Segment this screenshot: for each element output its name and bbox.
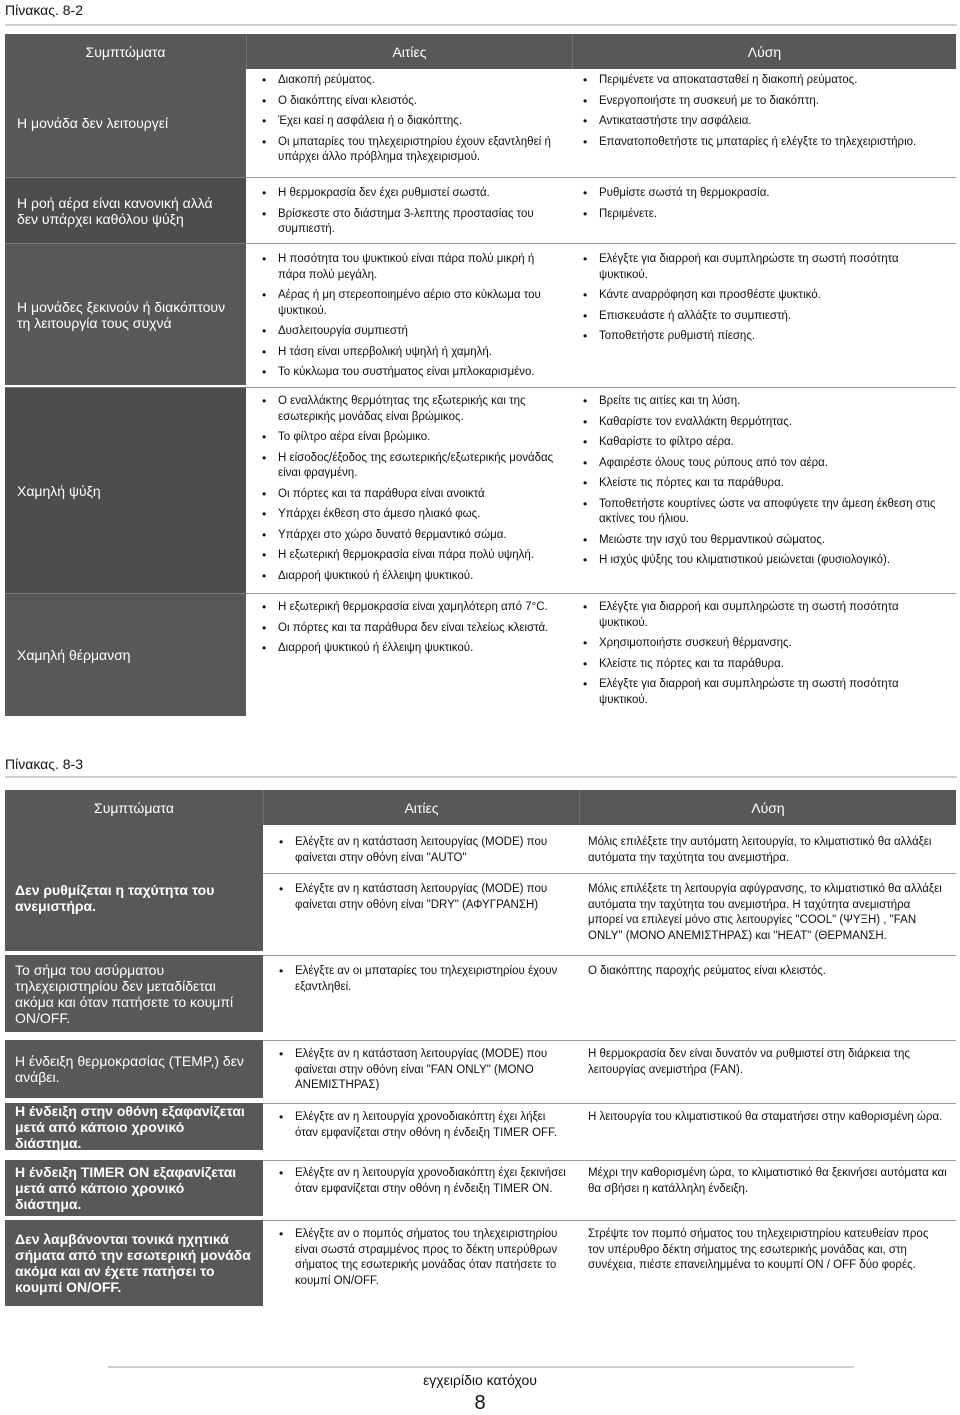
table-row — [5, 177, 956, 243]
divider — [5, 24, 957, 26]
symptom-cell: Η μονάδες ξεκινούν ή διακόπτουν τη λειτουργία τους συχνά — [5, 243, 246, 385]
cause-item: • Αέρας ή μη στερεοποιημένο αέριο στο κύκλωμα του ψυκτικού. — [260, 288, 563, 319]
table-row — [5, 955, 956, 1032]
causes-cell — [246, 593, 571, 716]
solution-cell — [571, 243, 956, 385]
solution-item: Μόλις επιλέξετε τη λειτουργία αφύγρανσης, το κλιματιστικό θα αλλάξει αυτόματα την ταχύτητα του ανεμιστήρα. Η ταχύτητα ανεμιστήρα μπορεί να επιλεγεί μόνο στις λειτουργίες "COOL" (ΨΥΞΗ) , "FAN ONLY" (ΜΟΝΟ ΑΝΕΜΙΣΤΗΡΑΣ) και "HEAT" (ΘΕΡΜΑΝΣΗ. — [588, 883, 942, 942]
divider — [5, 776, 957, 778]
causes-cell — [246, 177, 571, 243]
solution-item: Μόλις επιλέξετε την αυτόματη λειτουργία, το κλιματιστικό θα αλλάξει αυτόματα την ταχύτητα του ανεμιστήρα. — [588, 836, 932, 864]
cause-item: • Οι πόρτες και τα παράθυρα δεν είναι τελείως κλειστά. — [260, 621, 563, 637]
header-solution: Λύση — [572, 34, 956, 69]
solution-cell — [578, 1040, 956, 1098]
causes-cell — [246, 243, 571, 385]
sub-rows — [263, 825, 956, 951]
solution-cell — [578, 955, 956, 1032]
footer-divider — [108, 1366, 854, 1368]
cause-item: • Υπάρχει στο χώρο δυνατό θερμαντικό σώμα. — [260, 528, 563, 544]
page-number: 8 — [474, 1392, 486, 1414]
solution-cell — [578, 873, 956, 951]
cause-item: • Η τάση είναι υπερβολική υψηλή ή χαμηλή. — [260, 345, 563, 361]
table-row — [5, 825, 956, 951]
table-header — [5, 34, 956, 69]
cause-item: • Διαρροή ψυκτικού ή έλλειψη ψυκτικού. — [260, 641, 563, 657]
solution-item: Η λειτουργία του κλιματιστικού θα σταματήσει στην καθορισμένη ώρα. — [588, 1111, 943, 1123]
symptom-cell: Η ένδειξη θερμοκρασίας (TEMP,) δεν ανάβει. — [5, 1040, 263, 1098]
header-symptoms: Συμπτώματα — [85, 43, 166, 60]
cause-item: • Ελέγξτε αν η λειτουργία χρονοδιακόπτη έχει λήξει όταν εμφανίζεται στην οθόνη η ένδειξη TIMER OFF. — [277, 1110, 570, 1141]
cause-item: • Το φίλτρο αέρα είναι βρώμικο. — [260, 430, 563, 446]
cause-item: • Η είσοδος/έξοδος της εσωτερικής/εξωτερικής μονάδας είναι φραγμένη. — [260, 451, 563, 482]
solution-item: • Ρυθμίστε σωστά τη θερμοκρασία. — [581, 186, 948, 202]
footer-title: εγχειρίδιο κατόχου — [423, 1372, 537, 1388]
table-row — [5, 1103, 956, 1150]
table-row — [5, 1160, 956, 1216]
solution-item: • Τοποθετήστε κουρτίνες ώστε να αποφύγετε την άμεση έκθεση στις ακτίνες του ήλιου. — [581, 497, 948, 528]
symptom-cell: Χαμηλή θέρμανση — [5, 593, 246, 716]
solution-item: • Ελέγξτε για διαρροή και συμπληρώστε τη σωστή ποσότητα ψυκτικού. — [581, 677, 948, 708]
symptom-cell: Η ένδειξη στην οθόνη εξαφανίζεται μετά από κάποιο χρονικό διάστημα. — [5, 1103, 263, 1150]
table-row — [5, 1220, 956, 1306]
solution-cell — [578, 1160, 956, 1216]
solution-item: • Βρείτε τις αιτίες και τη λύση. — [581, 394, 948, 410]
table-row — [5, 387, 956, 593]
cause-item: • Διαρροή ψυκτικού ή έλλειψη ψυκτικού. — [260, 569, 563, 585]
causes-cell — [263, 873, 578, 951]
solution-item: • Η ισχύς ψύξης του κλιματιστικού μειώνεται (φυσιολογικό). — [581, 553, 948, 569]
causes-cell — [263, 955, 578, 1032]
solution-item: • Αφαιρέστε όλους τους ρύπους από τον αέρα. — [581, 456, 948, 472]
solution-cell — [571, 69, 956, 177]
cause-item: • Οι πόρτες και τα παράθυρα είναι ανοικτά — [260, 487, 563, 503]
cause-item: • Η ποσότητα του ψυκτικού είναι πάρα πολύ μικρή ή πάρα πολύ μεγάλη. — [260, 252, 563, 283]
symptom-cell: Χαμηλή ψύξη — [5, 387, 246, 593]
cause-item: • Οι μπαταρίες του τηλεχειριστηρίου έχουν εξαντληθεί ή υπάρχει άλλο πρόβλημα τηλεχειρισμού. — [260, 135, 563, 166]
cause-item: • Ελέγξτε αν η λειτουργία χρονοδιακόπτη έχει ξεκινήσει όταν εμφανίζεται στην οθόνη η ένδειξη TIMER ON. — [277, 1166, 570, 1197]
solution-item: • Καθαρίστε τον εναλλάκτη θερμότητας. — [581, 415, 948, 431]
cause-item: • Το κύκλωμα του συστήματος είναι μπλοκαρισμένο. — [260, 365, 563, 381]
solution-item: Μέχρι την καθορισμένη ώρα, το κλιματιστικό θα ξεκινήσει αυτόματα και θα σβήσει η κατάλληλη ένδειξη. — [588, 1167, 947, 1195]
symptom-cell: Η μονάδα δεν λειτουργεί — [5, 69, 246, 177]
cause-item: • Η θερμοκρασία δεν έχει ρυθμιστεί σωστά. — [260, 186, 563, 202]
table-caption: Πίνακας. 8-2 — [5, 2, 83, 18]
solution-item: • Κλείστε τις πόρτες και τα παράθυρα. — [581, 476, 948, 492]
solution-item: Ο διακόπτης παροχής ρεύματος είναι κλειστός. — [588, 965, 826, 977]
header-solution: Λύση — [579, 790, 956, 825]
solution-item: • Ελέγξτε για διαρροή και συμπληρώστε τη σωστή ποσότητα ψυκτικού. — [581, 600, 948, 631]
solution-cell — [571, 177, 956, 243]
table-header — [5, 790, 956, 825]
table-row — [5, 1040, 956, 1098]
symptom-cell: Δεν ρυθμίζεται η ταχύτητα του ανεμιστήρα. — [5, 825, 263, 951]
solution-cell — [578, 1103, 956, 1150]
solution-item: • Επισκευάστε ή αλλάξτε το συμπιεστή. — [581, 309, 948, 325]
cause-item: • Βρίσκεστε στο διάστημα 3-λεπτης προστασίας του συμπιεστή. — [260, 207, 563, 238]
solution-item: • Καθαρίστε το φίλτρο αέρα. — [581, 435, 948, 451]
causes-cell — [263, 1040, 578, 1098]
solution-item: • Επανατοποθετήστε τις μπαταρίες ή ελέγξτε το τηλεχειριστήριο. — [581, 135, 948, 151]
symptom-cell: Η ροή αέρα είναι κανονική αλλά δεν υπάρχει καθόλου ψύξη — [5, 177, 246, 243]
causes-cell — [246, 387, 571, 593]
table-caption: Πίνακας. 8-3 — [5, 756, 83, 772]
causes-cell — [263, 1220, 578, 1306]
solution-cell — [571, 593, 956, 716]
solution-item: • Ενεργοποιήστε τη συσκευή με το διακόπτη. — [581, 94, 948, 110]
header-causes: Αιτίες — [263, 790, 579, 825]
solution-item: • Περιμένετε. — [581, 207, 948, 223]
table-row — [5, 593, 956, 716]
solution-item: • Τοποθετήστε ρυθμιστή πίεσης. — [581, 329, 948, 345]
cause-item: • Ελέγξτε αν η κατάσταση λειτουργίας (MODE) που φαίνεται στην οθόνη είναι "DRY" (ΑΦΥΓΡΑΝΣΗ) — [277, 882, 570, 913]
solution-item: • Αντικαταστήστε την ασφάλεια. — [581, 114, 948, 130]
causes-cell — [263, 1103, 578, 1150]
solution-item: Στρέψτε τον πομπό σήματος του τηλεχειριστηρίου κατευθείαν προς τον υπέρυθρο δέκτη σήματος της εσωτερικής μονάδας και, στη συνέχεια, πιέστε επανειλημμένα το κουμπί ON / OFF δύο φορές. — [588, 1228, 929, 1271]
sub-row — [263, 873, 956, 951]
header-symptoms: Συμπτώματα — [94, 799, 174, 816]
solution-item: • Κλείστε τις πόρτες και τα παράθυρα. — [581, 657, 948, 673]
solution-cell — [571, 387, 956, 593]
solution-item: • Μειώστε την ισχύ του θερμαντικού σώματος. — [581, 533, 948, 549]
solution-cell — [578, 825, 956, 873]
cause-item: • Ελέγξτε αν οι μπαταρίες του τηλεχειριστηρίου έχουν εξαντληθεί. — [277, 964, 570, 995]
sub-row — [263, 825, 956, 873]
causes-cell — [263, 1160, 578, 1216]
solution-item: Η θερμοκρασία δεν είναι δυνατόν να ρυθμιστεί στη διάρκεια της λειτουργίας ανεμιστήρα (FAN). — [588, 1048, 910, 1076]
symptom-cell: Η ένδειξη TIMER ON εξαφανίζεται μετά από κάποιο χρονικό διάστημα. — [5, 1160, 263, 1216]
cause-item: • Έχει καεί η ασφάλεια ή ο διακόπτης. — [260, 114, 563, 130]
cause-item: • Διακοπή ρεύματος. — [260, 73, 563, 89]
cause-item: • Ο εναλλάκτης θερμότητας της εξωτερικής και της εσωτερικής μονάδας είναι βρώμικος. — [260, 394, 563, 425]
cause-item: • Υπάρχει έκθεση στο άμεσο ηλιακό φως. — [260, 507, 563, 523]
cause-item: • Η εξωτερική θερμοκρασία είναι πάρα πολύ υψηλή. — [260, 548, 563, 564]
solution-item: • Κάντε αναρρόφηση και προσθέστε ψυκτικό. — [581, 288, 948, 304]
table-row — [5, 243, 956, 385]
header-causes: Αιτίες — [246, 34, 572, 69]
cause-item: • Ελέγξτε αν η κατάσταση λειτουργίας (MODE) που φαίνεται στην οθόνη είναι "FAN ONLY" (ΜΟΝΟ ΑΝΕΜΙΣΤΗΡΑΣ) — [277, 1047, 570, 1094]
causes-cell — [246, 69, 571, 177]
solution-item: • Ελέγξτε για διαρροή και συμπληρώστε τη σωστή ποσότητα ψυκτικού. — [581, 252, 948, 283]
solution-cell — [578, 1220, 956, 1306]
solution-item: • Περιμένετε να αποκατασταθεί η διακοπή ρεύματος. — [581, 73, 948, 89]
causes-cell — [263, 825, 578, 873]
table-row — [5, 69, 956, 177]
symptom-cell: Δεν λαμβάνονται τονικά ηχητικά σήματα από την εσωτερική μονάδα ακόμα και αν έχετε πατήσει το κουμπί ON/OFF. — [5, 1220, 263, 1306]
cause-item: • Ο διακόπτης είναι κλειστός. — [260, 94, 563, 110]
solution-item: • Χρησιμοποιήστε συσκευή θέρμανσης. — [581, 636, 948, 652]
cause-item: • Ελέγξτε αν ο πομπός σήματος του τηλεχειριστηρίου είναι σωστά στραμμένος προς το δέκτη υπερύθρων σήματος της εσωτερικής μονάδας όταν πατήσετε το κουμπί ON/OFF. — [277, 1227, 570, 1289]
cause-item: • Η εξωτερική θερμοκρασία είναι χαμηλότερη από 7°C. — [260, 600, 563, 616]
cause-item: • Δυσλειτουργία συμπιεστή — [260, 324, 563, 340]
cause-item: • Ελέγξτε αν η κατάσταση λειτουργίας (MODE) που φαίνεται στην οθόνη είναι "AUTO" — [277, 835, 570, 866]
symptom-cell: Το σήμα του ασύρματου τηλεχειριστηρίου δεν μεταδίδεται ακόμα και όταν πατήσετε το κουμπί ON/OFF. — [5, 955, 263, 1032]
